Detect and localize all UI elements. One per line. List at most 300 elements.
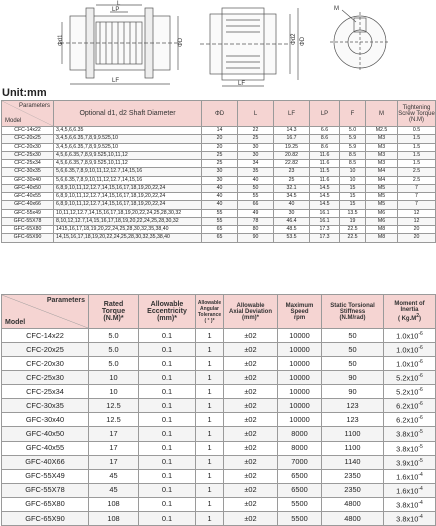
table-cell: 1.5	[398, 143, 436, 151]
table-cell: 1.5	[398, 135, 436, 143]
table-cell: 1140	[322, 455, 384, 469]
table-cell: GFC-55x49	[2, 209, 54, 217]
table-cell: 20	[398, 226, 436, 234]
table-cell: 30	[202, 176, 238, 184]
table-cell: 1.5	[398, 160, 436, 168]
unit-label: Unit:mm	[2, 87, 47, 99]
table-row	[2, 168, 436, 176]
table-cell: M6	[366, 217, 398, 225]
table-cell: 3,4,5,6,6.35,7,8,9,9.525,10	[54, 135, 202, 143]
table-cell: CFC-25x34	[2, 385, 89, 399]
inertia-mantissa: 1.0x10	[396, 345, 419, 355]
table-cell: ±02	[224, 343, 278, 357]
table-cell: 1	[196, 357, 224, 371]
header-rated-torque	[89, 295, 139, 329]
table-cell: 10000	[278, 329, 322, 343]
table-cell: 30	[238, 151, 274, 159]
table-cell: 0.1	[139, 413, 196, 427]
table-cell: GFC-55X78	[2, 217, 54, 225]
table-cell: M5	[366, 201, 398, 209]
table-header-row	[2, 101, 436, 127]
header-ecc-line1: Allowable	[150, 301, 184, 308]
table-cell: 4,5,6,6.35,7,8,9,9.525,10,11,12	[54, 151, 202, 159]
inertia-mantissa: 5.2x10	[396, 387, 419, 397]
inertia-exponent: -6	[418, 359, 423, 366]
table-cell: 5500	[278, 511, 322, 525]
header-speed-line1: Maximum	[285, 302, 314, 309]
table-cell: 108	[89, 511, 139, 525]
table-cell: 7000	[278, 455, 322, 469]
table-cell: 10000	[278, 413, 322, 427]
table-cell: 0.1	[139, 343, 196, 357]
table-cell: 45	[89, 483, 139, 497]
coupling-drawings	[0, 0, 436, 88]
table-cell: 123	[322, 413, 384, 427]
table-row	[2, 234, 436, 242]
table-row	[2, 469, 436, 483]
table-cell: 1	[196, 413, 224, 427]
table-cell: 7	[398, 193, 436, 201]
table-cell: 1	[196, 343, 224, 357]
header-mom-unit: ( Kg.M	[397, 316, 417, 322]
inertia-cell	[384, 399, 436, 413]
table-cell: 20	[202, 143, 238, 151]
table-cell: 55	[202, 217, 238, 225]
table-row	[2, 329, 436, 343]
header-rated-line1: Rated	[103, 301, 124, 308]
table-cell: 10000	[278, 371, 322, 385]
dim-label-l: L	[117, 1, 121, 7]
header-model: Model	[5, 319, 26, 326]
header-angular	[196, 295, 224, 329]
table-cell: M4	[366, 168, 398, 176]
inertia-cell	[384, 329, 436, 343]
table-cell: 80	[238, 226, 274, 234]
table-cell: 40	[202, 184, 238, 192]
header-lf: LF	[274, 101, 310, 127]
inertia-exponent: -4	[418, 485, 423, 492]
table-cell: 14.5	[310, 184, 340, 192]
dim-label-d2: Φd2	[291, 33, 297, 45]
table-row	[2, 184, 436, 192]
hub-view-drawing	[200, 8, 298, 86]
table-row	[2, 413, 436, 427]
table-cell: GFC-65X90	[2, 511, 89, 525]
table-cell: GFC-40x55	[2, 193, 54, 201]
table-cell: 19.25	[274, 143, 310, 151]
table-cell: 1	[196, 483, 224, 497]
table-cell: ±02	[224, 469, 278, 483]
header-speed	[278, 295, 322, 329]
table-cell: GFC-65X90	[2, 234, 54, 242]
table-cell: 1	[196, 399, 224, 413]
header-ang-line4: ( ° )*	[204, 317, 215, 324]
header-parameters-model	[2, 295, 89, 329]
header-ang-line3: Tolerance	[197, 311, 222, 318]
table-row	[2, 201, 436, 209]
inertia-cell	[384, 343, 436, 357]
header-stat-line2: Stiffness	[339, 308, 366, 315]
table-cell: 40	[202, 193, 238, 201]
inertia-exponent: -5	[418, 429, 423, 436]
header-eccentricity	[139, 295, 196, 329]
table-cell: 5,6,6.35,7,8,9,10,11,12,12.7,14,15,16	[54, 168, 202, 176]
table-cell: 12.5	[89, 413, 139, 427]
table-cell: 45	[89, 469, 139, 483]
table-cell: 65	[202, 234, 238, 242]
table-cell: 15	[340, 201, 366, 209]
table-cell: GFC-40x55	[2, 441, 89, 455]
table-cell: 4800	[322, 497, 384, 511]
table-row	[2, 193, 436, 201]
table-cell: 6.6	[310, 127, 340, 135]
table-row	[2, 127, 436, 135]
table-cell: ±02	[224, 399, 278, 413]
table-cell: ±02	[224, 357, 278, 371]
header-ang-line1: Allowable	[197, 299, 222, 306]
table-cell: ±02	[224, 455, 278, 469]
table-cell: 17	[89, 427, 139, 441]
table-row	[2, 151, 436, 159]
table-cell: M3	[366, 160, 398, 168]
table-cell: M8	[366, 234, 398, 242]
table-cell: 14.5	[310, 193, 340, 201]
table-cell: 17.3	[310, 226, 340, 234]
header-d: ΦD	[202, 101, 238, 127]
table-cell: M6	[366, 209, 398, 217]
table-cell: 30	[202, 168, 238, 176]
table-cell: M3	[366, 143, 398, 151]
header-axial-line2: Axial Deviation	[228, 308, 272, 315]
table-cell: GFC-30x40	[2, 176, 54, 184]
table-cell: CFC-14x22	[2, 329, 89, 343]
table-row	[2, 135, 436, 143]
table-cell: 14.3	[274, 127, 310, 135]
table-cell: 1	[196, 329, 224, 343]
table-row	[2, 160, 436, 168]
table-cell: 34.5	[274, 193, 310, 201]
header-ecc-line2: Eccentricity	[147, 308, 187, 315]
table-cell: 20	[202, 135, 238, 143]
table-cell: 65	[202, 226, 238, 234]
table-cell: 16.1	[310, 209, 340, 217]
table-cell: 10	[340, 176, 366, 184]
table-cell: 1100	[322, 441, 384, 455]
table-cell: GFC-40X66	[2, 455, 89, 469]
table-row	[2, 497, 436, 511]
table-cell: 0.5	[398, 127, 436, 135]
header-parameters: Parameters	[46, 297, 85, 304]
table-cell: CFC-20x30	[2, 357, 89, 371]
table-cell: 0.1	[139, 455, 196, 469]
table-cell: 0.1	[139, 329, 196, 343]
dim-label-d1: Φd1	[58, 34, 64, 46]
table-cell: 8.6	[310, 135, 340, 143]
table-cell: 2.5	[398, 176, 436, 184]
inertia-cell	[384, 497, 436, 511]
table-cell: 15	[340, 184, 366, 192]
table-row	[2, 209, 436, 217]
table-cell: 1	[196, 469, 224, 483]
table-cell: 25	[202, 160, 238, 168]
table-cell: 2350	[322, 483, 384, 497]
table-cell: 1	[196, 385, 224, 399]
dim-label-lf2: LF	[238, 81, 246, 87]
dim-label-lf: LF	[112, 78, 120, 84]
table-cell: M5	[366, 193, 398, 201]
table-cell: ±02	[224, 483, 278, 497]
table-cell: M5	[366, 184, 398, 192]
table-cell: 1100	[322, 427, 384, 441]
table-cell: 4,5,6,6.35,7,8,9,9.525,10,11,12	[54, 160, 202, 168]
table-cell: 17.3	[310, 234, 340, 242]
inertia-exponent: -6	[418, 331, 423, 337]
end-view-drawing	[330, 10, 390, 72]
table-cell: 22.82	[274, 160, 310, 168]
table-cell: 0.1	[139, 483, 196, 497]
table-cell: 22.5	[340, 226, 366, 234]
table-cell: 22	[238, 127, 274, 135]
table-cell: CFC-25x30	[2, 371, 89, 385]
table-cell: 7	[398, 201, 436, 209]
header-axial	[224, 295, 278, 329]
inertia-exponent: -5	[418, 443, 423, 450]
table-row	[2, 357, 436, 371]
header-f: F	[340, 101, 366, 127]
table-cell: CFC-20x30	[2, 143, 54, 151]
table-cell: ±02	[224, 413, 278, 427]
table-cell: 19	[340, 217, 366, 225]
table-cell: ±02	[224, 329, 278, 343]
inertia-mantissa: 3.8x10	[396, 429, 419, 439]
table-cell: 16.1	[310, 217, 340, 225]
table-cell: 11.6	[310, 176, 340, 184]
table-cell: 14.5	[310, 201, 340, 209]
inertia-mantissa: 3.8x10	[396, 514, 419, 524]
table-cell: 10000	[278, 357, 322, 371]
header-torque-line1: Tightening	[402, 104, 431, 111]
header-mom-end: )	[419, 316, 422, 322]
header-m: M	[366, 101, 398, 127]
table-row	[2, 441, 436, 455]
table-cell: CFC-14x22	[2, 127, 54, 135]
header-parameters: Parameters	[18, 103, 50, 109]
header-l: L	[238, 101, 274, 127]
header-parameters-model	[2, 101, 54, 127]
table-row	[2, 176, 436, 184]
table-cell: 20.82	[274, 151, 310, 159]
table-cell: M8	[366, 226, 398, 234]
table-cell: 10	[340, 168, 366, 176]
table-cell: 1	[196, 511, 224, 525]
inertia-cell	[384, 441, 436, 455]
inertia-exponent: -6	[418, 401, 423, 408]
header-mom-line3	[384, 313, 435, 322]
table-row	[2, 511, 436, 525]
table-cell: 8.5	[340, 160, 366, 168]
table-cell: 30	[274, 209, 310, 217]
table-cell: 3,4,5,6,6.35,7,8,9,9.525,10	[54, 143, 202, 151]
table-row	[2, 226, 436, 234]
table-cell: 32.1	[274, 184, 310, 192]
table-cell: 108	[89, 497, 139, 511]
header-mom-line1: Moment of	[394, 301, 425, 307]
table-cell: 0.1	[139, 399, 196, 413]
header-model: Model	[5, 118, 22, 124]
table-cell: 10	[89, 385, 139, 399]
table-cell: 8,10,12,12.7,14,15,16,17,18,19,20,22,24,25,28,30,32	[54, 217, 202, 225]
inertia-mantissa: 3.8x10	[396, 500, 419, 510]
dim-label-m: M	[334, 6, 339, 12]
table-cell: GFC-55X49	[2, 469, 89, 483]
table-cell: 10	[89, 371, 139, 385]
inertia-exponent: -6	[418, 415, 423, 422]
table-cell: 5.0	[89, 357, 139, 371]
header-mom-line2: Inertia	[400, 307, 419, 313]
table-cell: M3	[366, 135, 398, 143]
header-rated-line2: Torque	[101, 308, 126, 315]
header-torque-line3: (N.M)	[409, 116, 424, 123]
table-row	[2, 143, 436, 151]
inertia-cell	[384, 483, 436, 497]
table-cell: 23	[274, 168, 310, 176]
table-cell: 40	[238, 176, 274, 184]
dim-label-d: ΦD	[178, 37, 184, 47]
table-cell: 48.5	[274, 226, 310, 234]
inertia-exponent: -6	[418, 345, 423, 352]
table-cell: 0.1	[139, 497, 196, 511]
table-cell: 90	[322, 385, 384, 399]
table-cell: 0.1	[139, 427, 196, 441]
table-cell: 1	[196, 441, 224, 455]
table-cell: 8.5	[340, 151, 366, 159]
inertia-cell	[384, 371, 436, 385]
table-cell: 0.1	[139, 371, 196, 385]
table-row	[2, 399, 436, 413]
inertia-mantissa: 5.2x10	[396, 373, 419, 383]
table-cell: 8000	[278, 427, 322, 441]
table-cell: 11.6	[310, 160, 340, 168]
inertia-mantissa: 1.6x10	[396, 472, 419, 482]
table-cell: 5.0	[89, 329, 139, 343]
header-ecc-line3: (mm)*	[157, 315, 177, 322]
header-torque-line2: Screw Torque	[398, 110, 435, 117]
table-cell: 123	[322, 399, 384, 413]
table-cell: 10000	[278, 385, 322, 399]
table-cell: 90	[238, 234, 274, 242]
table-row	[2, 483, 436, 497]
header-inertia	[384, 295, 436, 329]
table-cell: 0.1	[139, 357, 196, 371]
inertia-mantissa: 1.0x10	[396, 359, 419, 369]
table-cell: 25	[274, 176, 310, 184]
table-cell: 35	[238, 168, 274, 176]
inertia-exponent: -6	[418, 373, 423, 380]
inertia-exponent: -4	[418, 513, 423, 520]
table-cell: 78	[238, 217, 274, 225]
table-cell: 5.9	[340, 143, 366, 151]
side-view-drawing	[60, 5, 180, 84]
table-cell: 53.5	[274, 234, 310, 242]
table-cell: 2350	[322, 469, 384, 483]
table-cell: 0.1	[139, 511, 196, 525]
table-cell: GFC-65X80	[2, 226, 54, 234]
header-speed-line3: rpm	[293, 314, 306, 321]
header-stiffness	[322, 295, 384, 329]
table-cell: GFC-40x50	[2, 427, 89, 441]
table-row	[2, 455, 436, 469]
table-cell: 8000	[278, 441, 322, 455]
table-cell: 50	[238, 184, 274, 192]
table-cell: 0.1	[139, 385, 196, 399]
table-cell: 55	[238, 193, 274, 201]
table-cell: CFC-25x30	[2, 151, 54, 159]
table-cell: 6,8,9,10,11,12,12.7,14,15,16,17,18,19,20,22,24	[54, 184, 202, 192]
performance-table	[1, 294, 436, 526]
table-cell: 10000	[278, 399, 322, 413]
table-row	[2, 427, 436, 441]
table-cell: 11.6	[310, 151, 340, 159]
header-speed-line2: Speed	[290, 308, 309, 315]
table-cell: 12	[398, 209, 436, 217]
table-cell: 5.0	[340, 127, 366, 135]
inertia-cell	[384, 469, 436, 483]
inertia-mantissa: 3.9x10	[396, 458, 419, 468]
header-ang-line2: Angular	[200, 305, 219, 312]
table-cell: 5.9	[340, 135, 366, 143]
table-cell: 7	[398, 184, 436, 192]
table-cell: CFC-30x35	[2, 168, 54, 176]
table-cell: CFC-25x34	[2, 160, 54, 168]
table-cell: 1	[196, 455, 224, 469]
table-header-row	[2, 295, 436, 329]
table-cell: 34	[238, 160, 274, 168]
inertia-cell	[384, 455, 436, 469]
inertia-cell	[384, 357, 436, 371]
table-cell: 0.1	[139, 469, 196, 483]
table-cell: 8.6	[310, 143, 340, 151]
table-cell: 14,15,16,17,18,19,20,22,24,25,28,30,32,35,38,40	[54, 234, 202, 242]
inertia-mantissa: 1.6x10	[396, 486, 419, 496]
header-torque	[398, 101, 436, 127]
table-cell: 14	[202, 127, 238, 135]
table-cell: 3,4,5,6,6.35	[54, 127, 202, 135]
table-cell: 10,11,12,12.7,14,15,16,17,18,19,20,22,24,25,28,30,32	[54, 209, 202, 217]
table-cell: ±02	[224, 511, 278, 525]
table-cell: ±02	[224, 497, 278, 511]
table-cell: 40	[202, 201, 238, 209]
table-cell: 4800	[322, 511, 384, 525]
table-cell: 13.5	[340, 209, 366, 217]
table-cell: GFC-65X80	[2, 497, 89, 511]
inertia-cell	[384, 385, 436, 399]
table-row	[2, 343, 436, 357]
table-cell: 50	[322, 329, 384, 343]
inertia-mantissa: 1.0x10	[396, 331, 419, 341]
table-cell: 55	[202, 209, 238, 217]
table-cell: 16.7	[274, 135, 310, 143]
table-cell: 40	[274, 201, 310, 209]
table-cell: 12.5	[89, 399, 139, 413]
table-cell: CFC-30x35	[2, 399, 89, 413]
table-cell: GFC-40x66	[2, 201, 54, 209]
table-cell: 30	[238, 143, 274, 151]
header-stat-line1: Static Torsional	[330, 302, 375, 309]
dim-label-d-b: ΦD	[300, 36, 306, 46]
table-cell: 2.5	[398, 168, 436, 176]
inertia-mantissa: 6.2x10	[396, 415, 419, 425]
inertia-cell	[384, 511, 436, 525]
